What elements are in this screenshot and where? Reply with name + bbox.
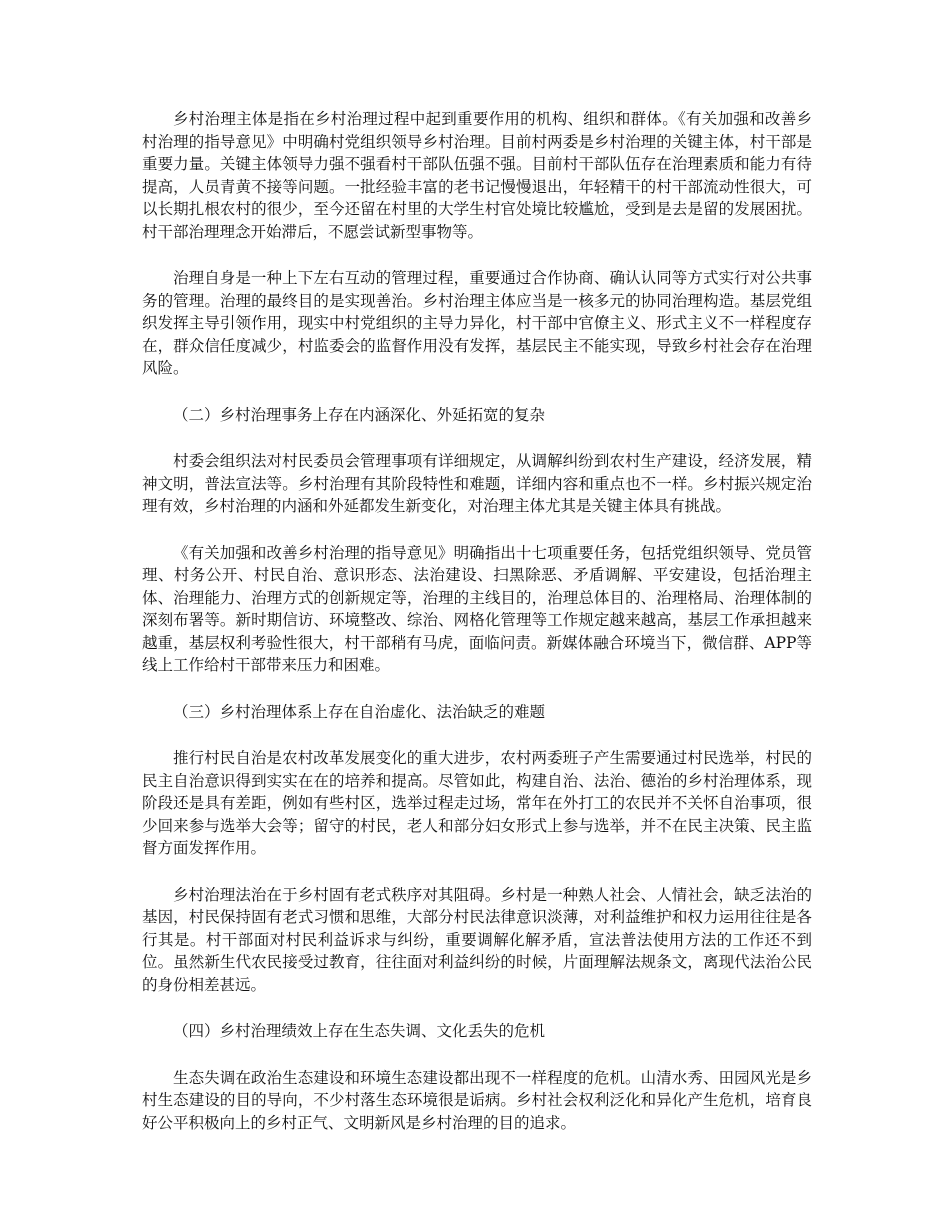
document-page: [142, 108, 812, 1158]
paragraph-village-committee-law: 村委会组织法对村民委员会管理事项有详细规定，从调解纠纷到农村生产建设，经济发展，精神文明，普法宣法等。乡村治理有其阶段特性和难题，详细内容和重点也不一样。乡村振兴规定治理有效，乡村治理的内涵和外延都发生新变化，对治理主体尤其是关键主体具有挑战。: [142, 452, 812, 515]
paragraph-villager-autonomy: 推行村民自治是农村改革发展变化的重大进步，农村两委班子产生需要通过村民选举，村民的民主自治意识得到实实在在的培养和提高。尽管如此，构建自治、法治、德治的乡村治理体系，现阶段还是具有差距，例如有些村区，选举过程走过场，常年在外打工的农民并不关怀自治事项，很少回来参与选举大会等；留守的村民，老人和部分妇女形式上参与选举，并不在民主决策、民主监督方面发挥作用。: [142, 749, 812, 857]
paragraph-governance-subject: 乡村治理主体是指在乡村治理过程中起到重要作用的机构、组织和群体。《有关加强和改善乡村治理的指导意见》中明确村党组织领导乡村治理。目前村两委是乡村治理的关键主体，村干部是重要力量。关键主体领导力强不强看村干部队伍强不强。目前村干部队伍存在治理素质和能力有待提高，人员青黄不接等问题。一批经验丰富的老书记慢慢退出，年轻精干的村干部流动性很大，可以长期扎根农村的很少，至今还留在村里的大学生村官处境比较尴尬，受到是去是留的发展困扰。村干部治理理念开始滞后，不愿尝试新型事物等。: [142, 110, 812, 241]
section-heading-4: （四）乡村治理绩效上存在生态失调、文化丢失的危机: [173, 1022, 546, 1040]
paragraph-ecological-imbalance: 生态失调在政治生态建设和环境生态建设都出现不一样程度的危机。山清水秀、田园风光是乡村生态建设的目的导向，不少村落生态环境很是诟病。乡村社会权利泛化和异化产生危机，培育良好公平积极向上的乡村正气、文明新风是乡村治理的目的追求。: [142, 1068, 812, 1132]
section-heading-3: （三）乡村治理体系上存在自治虚化、法治缺乏的难题: [173, 702, 546, 721]
paragraph-rule-of-law: 乡村治理法治在于乡村固有老式秩序对其阻碍。乡村是一种熟人社会、人情社会，缺乏法治的基因，村民保持固有老式习惯和思维，大部分村民法律意识淡薄，对利益维护和权力运用往往是各行其是。村干部面对村民利益诉求与纠纷，重要调解化解矛盾，宣法普法使用方法的工作还不到位。虽然新生代农民接受过教育，往往面对利益纠纷的时候，片面理解法规条文，离现代法治公民的身份相差甚远。: [142, 885, 812, 994]
paragraph-guidance-tasks: 《有关加强和改善乡村治理的指导意见》明确指出十七项重要任务，包括党组织领导、党员管理、村务公开、村民自治、意识形态、法治建设、扫黑除恶、矛盾调解、平安建设，包括治理主体、治理能力、治理方式的创新规定等，治理的主线目的，治理总体目的、治理格局、治理体制的深刻布署等。新时期信访、环境整改、综治、网格化管理等工作规定越来越高，基层工作承担越来越重，基层权利考验性很大，村干部稍有马虎，面临问责。新媒体融合环境当下，微信群、APP等线上工作给村干部带来压力和困难。: [142, 543, 812, 674]
section-heading-2: （二）乡村治理事务上存在内涵深化、外延拓宽的复杂: [173, 405, 546, 424]
paragraph-governance-process: 治理自身是一种上下左右互动的管理过程，重要通过合作协商、确认认同等方式实行对公共事务的管理。治理的最终目的是实现善治。乡村治理主体应当是一核多元的协同治理构造。基层党组织发挥主导引领作用，现实中村党组织的主导力异化，村干部中官僚主义、形式主义不一样程度存在，群众信任度减少，村监委会的监督作用没有发挥，基层民主不能实现，导致乡村社会存在治理风险。: [142, 269, 812, 377]
